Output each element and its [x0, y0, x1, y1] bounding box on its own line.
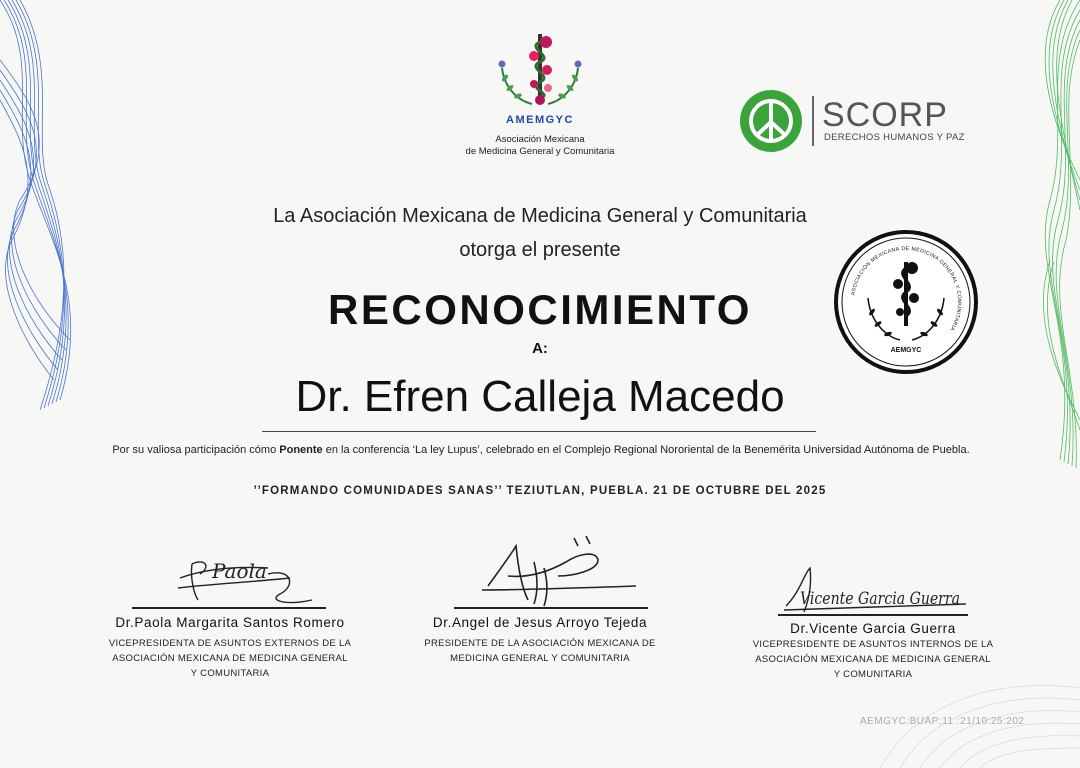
scorp-logo [740, 90, 970, 154]
signature-3-line [778, 614, 968, 616]
scorp-divider [812, 96, 814, 146]
signatory-1-role-line3: Y COMUNITARIA [190, 668, 270, 679]
signature-1-image [172, 548, 322, 610]
signatory-2-role [404, 636, 676, 666]
signature-2-image [478, 532, 638, 610]
description-part-2: en la conferencia ‘La ley Lupus’, celebrado en el Complejo Regional Nororiental de la Benemérita Universidad Autónoma de Puebla. [322, 444, 970, 456]
signatory-2-name: Dr.Angel de Jesus Arroyo Tejeda [432, 615, 648, 630]
intro-line-2: otorga el presente [459, 239, 621, 261]
signature-1-line [132, 607, 326, 609]
recipient-underline [262, 431, 816, 432]
peace-icon [740, 90, 802, 152]
scorp-title: SCORP [822, 96, 948, 134]
signatory-1-role-line1: VICEPRESIDENTA DE ASUNTOS EXTERNOS DE LA [108, 638, 352, 649]
signatory-2-role-line2: MEDICINA GENERAL Y COMUNITARIA [450, 653, 630, 664]
signature-1-text: Paola [212, 559, 267, 583]
signatory-1-name: Dr.Paola Margarita Santos Romero [115, 615, 345, 630]
description-part-1: Por su valiosa participación cómo [112, 444, 280, 456]
signature-3-image [780, 562, 970, 618]
certificate-headline: RECONOCIMIENTO [328, 286, 752, 333]
to-label: A: [532, 340, 548, 357]
amemgyc-logo [440, 28, 640, 168]
signatory-3-role-line3: Y COMUNITARIA [833, 669, 913, 680]
certificate-motto: ’’FORMANDO COMUNIDADES SANAS’’ TEZIUTLAN, PUEBLA. 21 DE OCTUBRE DEL 2025 [253, 485, 827, 497]
signatory-3-name: Dr.Vicente Garcia Guerra [790, 621, 956, 636]
description-bold: Ponente [279, 444, 323, 456]
amemgyc-name: AMEMGYC [506, 114, 574, 126]
signature-3-text: Vicente Garcia Guerra [800, 589, 960, 609]
signatory-3-role-line2: ASOCIACIÓN MEXICANA DE MEDICINA GENERAL [755, 654, 991, 665]
seal-ring-text: ASOCIACIÓN MEXICANA DE MEDICINA GENERAL Y COMUNITARIA [850, 245, 963, 332]
signature-2-line [454, 607, 648, 609]
signatory-1-role [92, 636, 368, 681]
certificate-description [96, 442, 986, 459]
seal-label: AEMGYC [890, 347, 922, 354]
signatory-3-role [738, 637, 1008, 682]
amemgyc-subtitle-line2: de Medicina General y Comunitaria [465, 146, 615, 157]
signatory-1-role-line2: ASOCIACIÓN MEXICANA DE MEDICINA GENERAL [112, 653, 348, 664]
caduceus-icon [490, 28, 590, 112]
recipient-name: Dr. Efren Calleja Macedo [295, 372, 785, 421]
intro-line-1: La Asociación Mexicana de Medicina General y Comunitaria [273, 205, 807, 227]
scorp-subtitle: DERECHOS HUMANOS Y PAZ [824, 132, 965, 143]
signatory-2-role-line1: PRESIDENTE DE LA ASOCIACIÓN MEXICANA DE [424, 638, 656, 649]
signatory-3-role-line1: VICEPRESIDENTE DE ASUNTOS INTERNOS DE LA [752, 639, 994, 650]
certificate-serial: AEMGYC:BUAP:11 :21/10:25:202 [860, 716, 1025, 727]
amemgyc-subtitle-line1: Asociación Mexicana [495, 134, 585, 145]
